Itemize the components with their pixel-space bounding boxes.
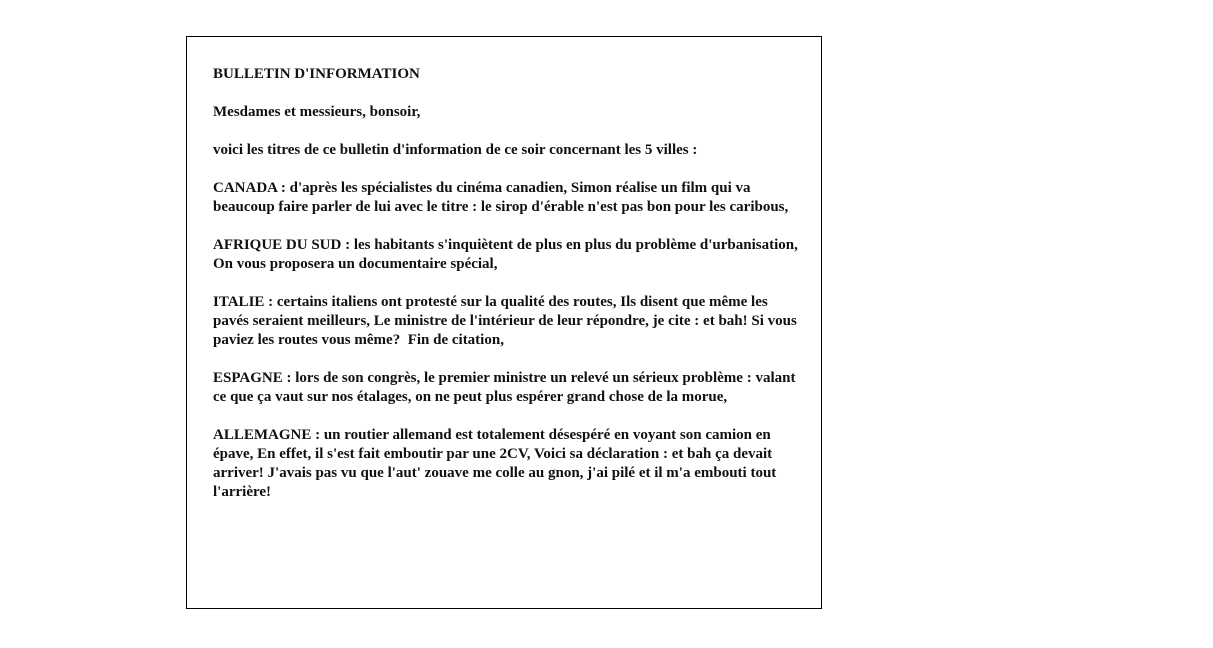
news-item-canada: CANADA : d'après les spécialistes du cinéma canadien, Simon réalise un film qui va beaucoup faire parler de lui avec le titre : le sirop d'érable n'est pas bon pour les caribous, [213, 180, 789, 215]
bulletin-frame [186, 36, 822, 609]
news-item-afrique-du-sud: AFRIQUE DU SUD : les habitants s'inquiètent de plus en plus du problème d'urbanisation, On vous proposera un documentaire spécial, [213, 237, 798, 272]
intro: voici les titres de ce bulletin d'information de ce soir concernant les 5 villes : [213, 142, 698, 158]
bulletin-content [213, 65, 803, 521]
news-item-italie: ITALIE : certains italiens ont protesté sur la qualité des routes, Ils disent que même les pavés seraient meilleurs, Le ministre de l'intérieur de leur répondre, je cite : et bah! Si vous paviez les routes vous même? Fin de citation, [213, 294, 801, 348]
bulletin-title: BULLETIN D'INFORMATION [213, 66, 420, 82]
news-item-espagne: ESPAGNE : lors de son congrès, le premier ministre un relevé un sérieux problème : valant ce que ça vaut sur nos étalages, on ne peut plus espérer grand chose de la morue, [213, 370, 796, 405]
news-item-allemagne: ALLEMAGNE : un routier allemand est totalement désespéré en voyant son camion en épave, En effet, il s'est fait emboutir par une 2CV, Voici sa déclaration : et bah ça devait arriver! J'avais pas vu que l'aut' zouave me colle au gnon, j'ai pilé et il m'a embouti tout l'arrière! [213, 427, 777, 500]
greeting: Mesdames et messieurs, bonsoir, [213, 104, 421, 120]
